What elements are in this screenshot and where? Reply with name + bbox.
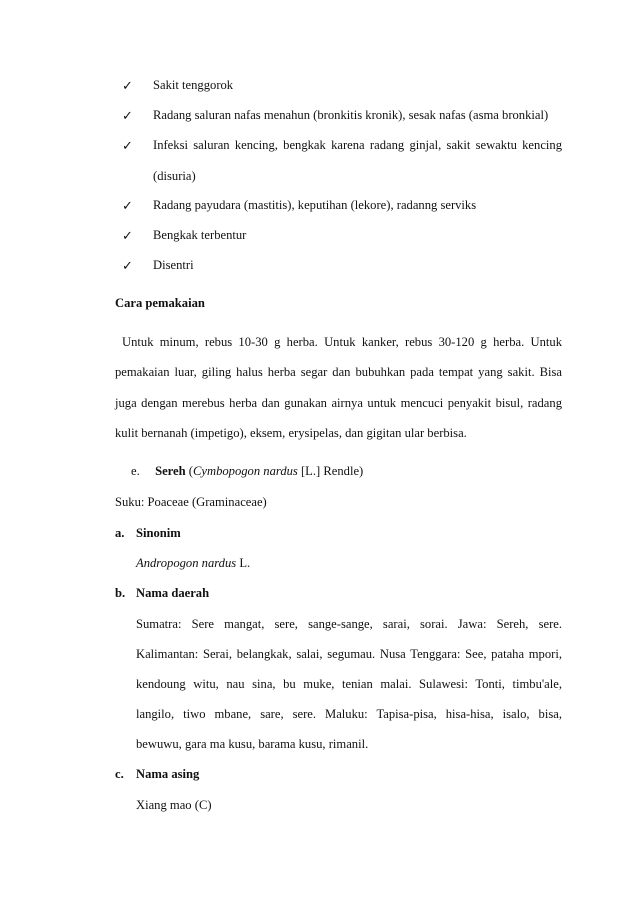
- sinonim-marker: a.: [115, 526, 125, 540]
- daerah-marker: b.: [115, 586, 126, 600]
- asing-marker: c.: [115, 767, 124, 781]
- daerah-heading: Nama daerah: [136, 586, 210, 600]
- plant-latin: Cymbopogon nardus: [192, 464, 298, 478]
- list-item-continuation: (disuria): [153, 169, 196, 183]
- paragraph-line: Untuk minum, rebus 10-30 g herba. Untuk kanker, rebus 30-120 g herba. Untuk: [122, 335, 562, 349]
- list-item-text: Radang saluran nafas menahun (bronkitis kronik), sesak nafas (asma bronkial): [153, 108, 549, 122]
- paragraph-line: pemakaian luar, giling halus herba segar dan bubuhkan pada tempat yang sakit. Bisa: [115, 365, 562, 379]
- paragraph-line: Sumatra: Sere mangat, sere, sange-sange, sarai, sorai. Jawa: Sereh, sere.: [136, 617, 562, 631]
- paragraph-line: bewuwu, gara ma kusu, barama kusu, rimanil.: [136, 737, 369, 751]
- paragraph-line: kulit bernanah (impetigo), eksem, erysipelas, dan gigitan ular berbisa.: [115, 426, 467, 440]
- checkmark-icon: ✓: [122, 258, 133, 273]
- sinonim-text: [136, 555, 250, 571]
- checkmark-icon: ✓: [122, 78, 133, 93]
- sinonim-author: L.: [239, 556, 251, 570]
- asing-text: Xiang mao (C): [136, 798, 212, 812]
- checkmark-icon: ✓: [122, 198, 133, 213]
- checkmark-icon: ✓: [122, 138, 133, 153]
- checkmark-icon: ✓: [122, 108, 133, 123]
- sinonim-heading: Sinonim: [136, 526, 181, 540]
- plant-marker: e.: [131, 464, 140, 478]
- sinonim-latin: Andropogon nardus: [136, 556, 237, 570]
- paragraph-line: kendoung witu, nau sina, bu muke, tenian malai. Sulawesi: Tonti, timbu'ale,: [136, 677, 562, 691]
- section-heading: Cara pemakaian: [115, 296, 205, 310]
- list-item-text: Disentri: [153, 258, 194, 272]
- list-item-text: Infeksi saluran kencing, bengkak karena radang ginjal, sakit sewaktu kencing: [153, 138, 562, 152]
- plant-family: Suku: Poaceae (Graminaceae): [115, 495, 267, 509]
- list-item-text: Radang payudara (mastitis), keputihan (lekore), radanng serviks: [153, 198, 477, 212]
- plant-heading: [131, 463, 363, 479]
- paragraph-line: juga dengan merebus herba dan gunakan airnya untuk mencuci penyakit bisul, radang: [115, 396, 562, 410]
- paragraph-line: langilo, tiwo mbane, sare, sere. Maluku: Tapisa-pisa, hisa-hisa, isalo, bisa,: [136, 707, 562, 721]
- plant-author: [L.] Rendle): [300, 464, 364, 478]
- asing-heading: Nama asing: [136, 767, 200, 781]
- plant-open: (: [188, 464, 193, 478]
- list-item-text: Sakit tenggorok: [153, 78, 234, 92]
- paragraph-line: Kalimantan: Serai, belangkak, salai, segumau. Nusa Tenggara: See, pataha mpori,: [136, 647, 562, 661]
- checkmark-icon: ✓: [122, 228, 133, 243]
- plant-name: Sereh: [155, 464, 186, 478]
- list-item-text: Bengkak terbentur: [153, 228, 247, 242]
